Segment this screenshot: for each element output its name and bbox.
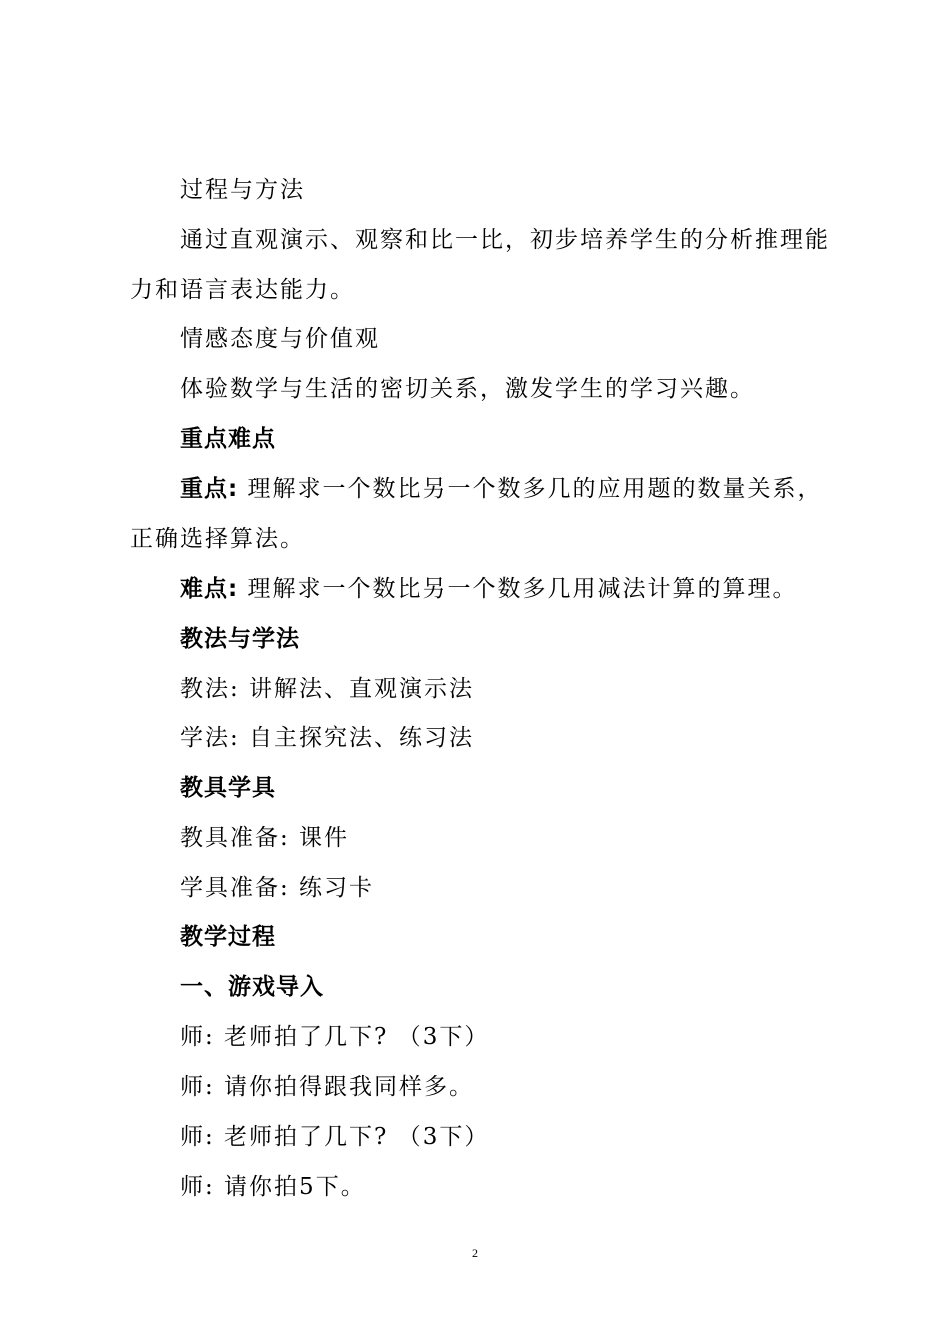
- text-line: 教法: 讲解法、直观演示法: [180, 676, 475, 702]
- difficulty-label: 难点:: [180, 576, 239, 602]
- key-point-text: 理解求一个数比另一个数多几的应用题的数量关系，: [238, 476, 823, 502]
- text-line: 师: 老师拍了几下? （3下）: [180, 1024, 490, 1050]
- text-line: 通过直观演示、观察和比一比，初步培养学生的分析推理能: [180, 227, 830, 253]
- section-heading: 重点难点: [180, 426, 276, 452]
- text-line: 力和语言表达能力。: [130, 277, 355, 303]
- difficulty-text: 理解求一个数比另一个数多几用减法计算的算理。: [238, 576, 798, 602]
- text-line: [180, 474, 830, 504]
- text-line: 教具准备: 课件: [180, 825, 350, 851]
- text-line: 师: 老师拍了几下? （3下）: [180, 1124, 490, 1150]
- text-line: 师: 请你拍5下。: [180, 1174, 366, 1200]
- text-line: 学法: 自主探究法、练习法: [180, 725, 475, 751]
- text-line: 正确选择算法。: [130, 526, 305, 552]
- text-line: 过程与方法: [180, 177, 305, 203]
- key-point-label: 重点:: [180, 476, 239, 502]
- text-line: 学具准备: 练习卡: [180, 875, 375, 901]
- text-line: [180, 574, 830, 604]
- text-line: 师: 请你拍得跟我同样多。: [180, 1074, 475, 1100]
- text-line: 情感态度与价值观: [180, 326, 380, 352]
- section-heading: 教具学具: [180, 775, 276, 801]
- page-number: 2: [472, 1246, 478, 1260]
- section-heading: 教法与学法: [180, 626, 300, 652]
- section-heading: 一、游戏导入: [180, 974, 324, 1000]
- section-heading: 教学过程: [180, 924, 276, 950]
- text-line: 体验数学与生活的密切关系，激发学生的学习兴趣。: [180, 376, 755, 402]
